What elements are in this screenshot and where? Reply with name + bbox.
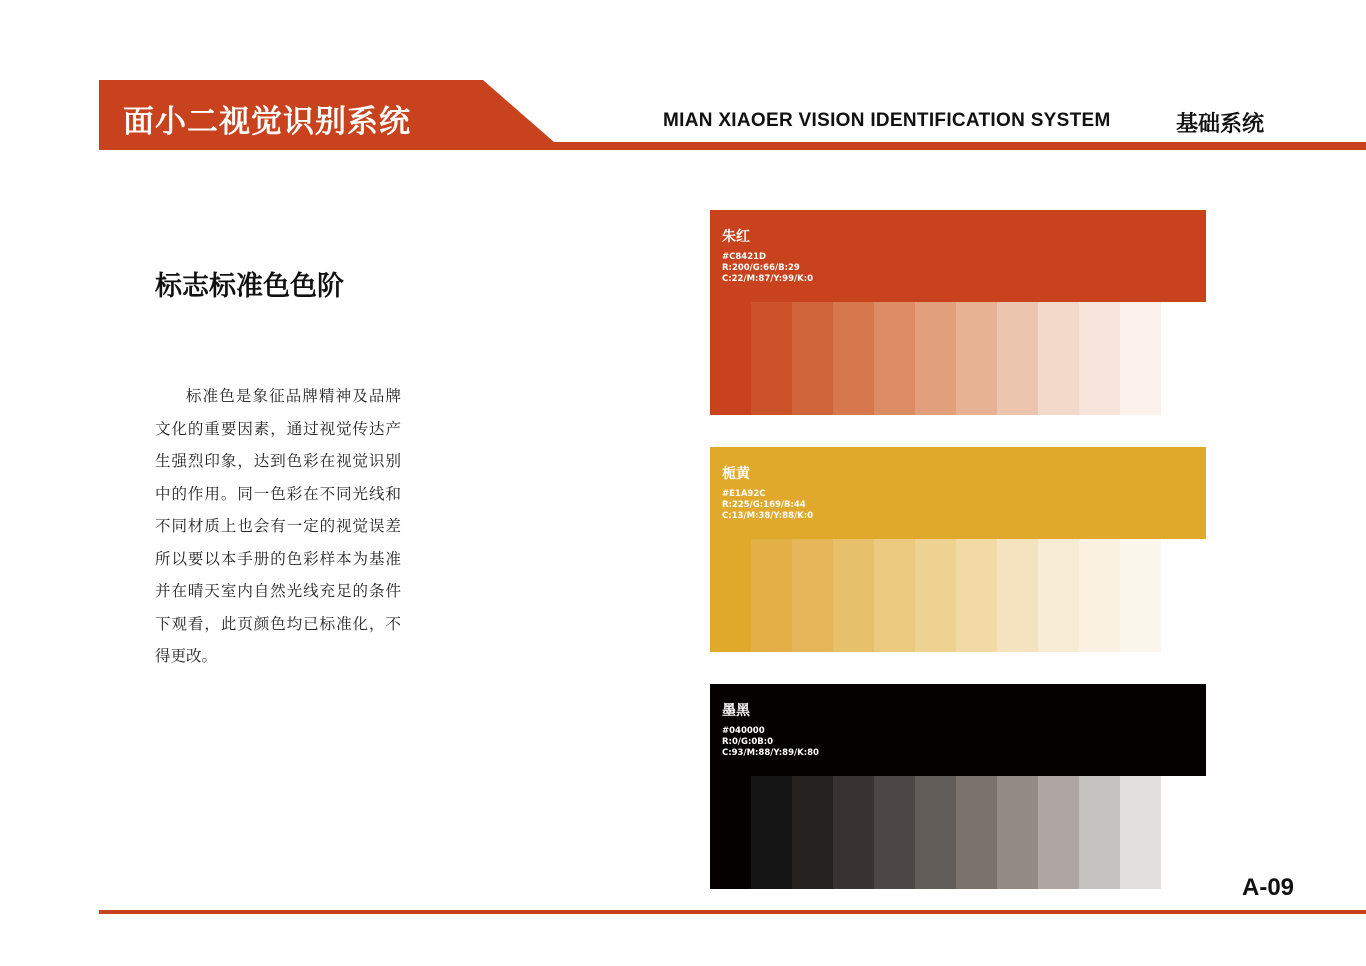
tint-chip <box>792 539 833 652</box>
tint-chip <box>1038 776 1079 889</box>
tint-chip <box>1079 539 1120 652</box>
tint-chip <box>833 539 874 652</box>
swatch-main <box>710 447 1206 539</box>
swatch-name: 墨黑 <box>722 703 750 719</box>
tint-scale <box>751 302 1161 415</box>
swatch-rgb: R:0/G:0B:0 <box>722 737 774 747</box>
tint-chip <box>1120 776 1161 889</box>
tint-chip <box>915 776 956 889</box>
tint-chip <box>1079 776 1120 889</box>
document-title-en: MIAN XIAOER VISION IDENTIFICATION SYSTEM <box>663 110 1111 131</box>
swatch-cmyk: C:13/M:38/Y:88/K:0 <box>722 511 814 521</box>
tint-chip <box>874 776 915 889</box>
tint-chip <box>751 539 792 652</box>
tint-chip <box>1038 302 1079 415</box>
tint-chip <box>1120 302 1161 415</box>
page-number: A-09 <box>1242 874 1295 901</box>
tint-chip <box>997 302 1038 415</box>
swatch-group-gardenia-yellow <box>710 447 1206 652</box>
tint-chip <box>1038 539 1079 652</box>
swatch-group-ink-black <box>710 684 1206 889</box>
tint-chip <box>956 539 997 652</box>
swatch-rgb: R:200/G:66/B:29 <box>722 263 800 273</box>
tint-chip <box>997 539 1038 652</box>
tint-chip <box>997 776 1038 889</box>
document-title: 面小二视觉识别系统 <box>123 104 411 140</box>
tint-chip <box>956 776 997 889</box>
swatch-main <box>710 210 1206 302</box>
swatch-cmyk: C:93/M:88/Y:89/K:80 <box>722 748 819 758</box>
section-label: 基础系统 <box>1176 112 1265 137</box>
tint-chip <box>751 776 792 889</box>
tint-chip <box>874 302 915 415</box>
swatch-base <box>710 539 751 652</box>
tint-chip <box>1120 539 1161 652</box>
tint-chip <box>1079 302 1120 415</box>
swatch-base <box>710 776 751 889</box>
swatch-cmyk: C:22/M:87/Y:99/K:0 <box>722 274 814 284</box>
tint-chip <box>915 539 956 652</box>
tint-chip <box>792 302 833 415</box>
tint-scale <box>751 539 1161 652</box>
swatch-hex: #040000 <box>722 726 765 736</box>
tint-scale <box>751 776 1161 889</box>
tint-chip <box>915 302 956 415</box>
swatch-main <box>710 684 1206 776</box>
swatch-codes <box>722 489 813 522</box>
swatch-name: 栀黄 <box>722 466 750 482</box>
tint-chip <box>751 302 792 415</box>
swatch-rgb: R:225/G:169/B:44 <box>722 500 806 510</box>
tint-chip <box>792 776 833 889</box>
tint-chip <box>874 539 915 652</box>
tint-chip <box>956 302 997 415</box>
swatch-base <box>710 302 751 415</box>
description-paragraph: 标准色是象征品牌精神及品牌文化的重要因素，通过视觉传达产生强烈印象，达到色彩在视觉识别中的作用。同一色彩在不同光线和不同材质上也会有一定的视觉误差所以要以本手册的色彩样本为基准并在晴天室内自然光线充足的条件下观看，此页颜色均已标准化，不得更改。 <box>155 387 401 665</box>
swatch-name: 朱红 <box>722 229 750 245</box>
tint-chip <box>833 776 874 889</box>
swatch-group-vermilion <box>710 210 1206 415</box>
swatch-hex: #E1A92C <box>722 489 766 499</box>
tint-chip <box>833 302 874 415</box>
swatch-hex: #C8421D <box>722 252 767 262</box>
footer-rule <box>99 910 1366 914</box>
swatch-codes <box>722 726 819 759</box>
swatch-codes <box>722 252 813 285</box>
header-rule <box>554 142 1366 150</box>
page-heading: 标志标准色色阶 <box>155 271 344 302</box>
